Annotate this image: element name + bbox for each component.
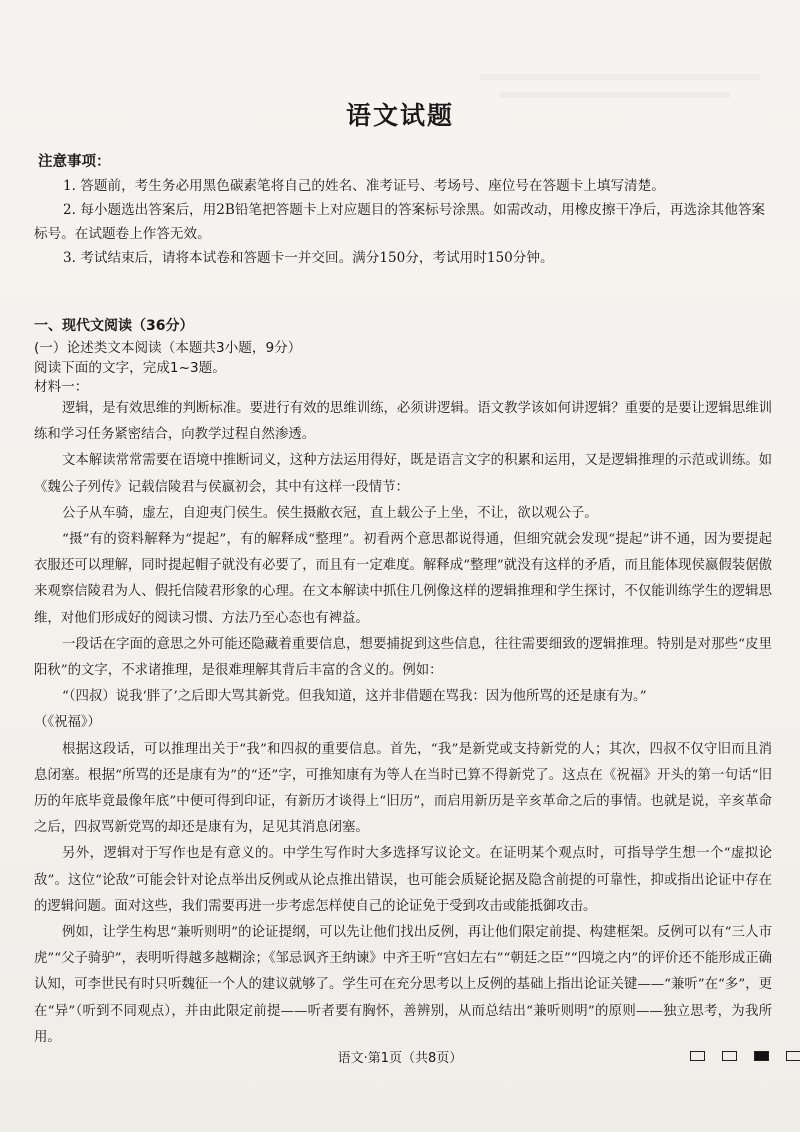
reading-instruction: 阅读下面的文字，完成1~3题。 <box>34 360 226 376</box>
paragraph: 逻辑，是有效思维的判断标准。要进行有效的思维训练，必须讲逻辑。语文教学该如何讲逻辑？重要的是要让逻辑思维训练和学习任务紧密结合，向教学过程自然渗透。 <box>34 401 772 443</box>
page-title: 语文试题 <box>345 101 454 130</box>
page-footer: 语文·第1页（共8页） <box>337 1051 463 1066</box>
notice-heading: 注意事项： <box>38 154 111 170</box>
alignment-marks <box>690 1049 800 1063</box>
notice-item-2: 2. 每小题选出答案后，用2B铅笔把答题卡上对应题目的答案标号涂黑。如需改动，用橡皮擦干净后，再选涂其他答案标号。在试题卷上作答无效。 <box>34 202 766 242</box>
quoted-passage: “（四叔）说我‘胖了’之后即大骂其新党。但我知道，这并非借题在骂我：因为他所骂的还是康有为。” <box>62 689 647 705</box>
paragraph: “摄”有的资料解释为“提起”，有的解释成“整理”。初看两个意思都说得通，但细究就会发现“提起”讲不通，因为要提起衣服还可以理解，同时提起帽子就没有必要了，而且有一定难度。解释成“整理”就没有这样的矛盾，而且能体现侯嬴假装倨傲来观察信陵君为人、假托信陵君形象的心理。在文本解读中抓住几例像这样的逻辑推理和学生探讨，不仅能训练学生的逻辑思维，对他们形成好的阅读习惯、方法乃至心态也有裨益。 <box>34 532 772 626</box>
reading-material <box>34 396 772 1051</box>
section-header <box>34 314 768 397</box>
paragraph: 一段话在字面的意思之外可能还隐藏着重要信息，想要捕捉到这些信息，往往需要细致的逻辑推理。特别是对那些“皮里阳秋”的文字，不求诸推理，是很难理解其背后丰富的含义的。例如： <box>34 636 772 679</box>
empty-square-icon <box>786 1051 800 1061</box>
empty-square-icon <box>722 1051 737 1061</box>
empty-square-icon <box>690 1051 705 1061</box>
subsection-heading: (一）论述类文本阅读（本题共3小题，9分） <box>34 340 302 356</box>
notice-list <box>34 174 768 270</box>
filled-square-icon <box>754 1051 769 1061</box>
bleed-through-mark <box>480 74 760 80</box>
quoted-passage: 公子从车骑，虚左，自迎夷门侯生。侯生摄敝衣冠，直上载公子上坐，不让，欲以观公子。 <box>62 505 598 521</box>
notice-item-3: 3. 考试结束后，请将本试卷和答题卡一并交回。满分150分，考试用时150分钟。 <box>63 250 554 266</box>
citation: （《祝福》） <box>34 715 101 731</box>
paragraph: 根据这段话，可以推理出关于“我”和四叔的重要信息。首先，“我”是新党或支持新党的人；其次，四叔不仅守旧而且消息闭塞。根据“所骂的还是康有为”的“还”字，可推知康有为等人在当时已算不得新党了。这点在《祝福》开头的第一句话“旧历的年底毕竟最像年底”中便可得到印证，有新历才谈得上“旧历”，而启用新历是辛亥革命之后的事情。也就是说，辛亥革命之后，四叔骂新党骂的却还是康有为，足见其消息闭塞。 <box>34 741 772 836</box>
paragraph: 另外，逻辑对于写作也是有意义的。中学生写作时大多选择写议论文。在证明某个观点时，可指导学生想一个“虚拟论敌”。这位“论敌”可能会针对论点举出反例或从论点推出错误，也可能会质疑论据及隐含前提的可靠性，抑或指出论证中存在的逻辑问题。面对这些，我们需要再进一步考虑怎样使自己的论证免于受到攻击或能抵御攻击。 <box>34 846 772 914</box>
paragraph: 文本解读常常需要在语境中推断词义，这种方法运用得好，既是语言文字的积累和运用，又是逻辑推理的示范或训练。如《魏公子列传》记载信陵君与侯嬴初会，其中有这样一段情节： <box>34 453 772 495</box>
material-label: 材料一： <box>34 379 89 395</box>
notice-item-1: 1. 答题前，考生务必用黑色碳素笔将自己的姓名、准考证号、考场号、座位号在答题卡上填写清楚。 <box>63 178 665 194</box>
paragraph: 例如，让学生构思“兼听则明”的论证提纲，可以先让他们找出反例，再让他们限定前提、构建框架。反例可以有“三人市虎”“父子骑驴”，表明听得越多越糊涂；《邹忌讽齐王纳谏》中齐王听“宫妇左右”“朝廷之臣”“四境之内”的评价还不能形成正确认知，可李世民有时只听魏征一个人的建议就够了。学生可在充分思考以上反例的基础上指出论证关键——“兼听”在“多”，更在“异”（听到不同观点），并由此限定前提——听者要有胸怀，善辨别，从而总结出“兼听则明”的原则——独立思考，为我所用。 <box>34 925 772 1045</box>
section-heading: 一、现代文阅读（36分） <box>34 318 194 334</box>
